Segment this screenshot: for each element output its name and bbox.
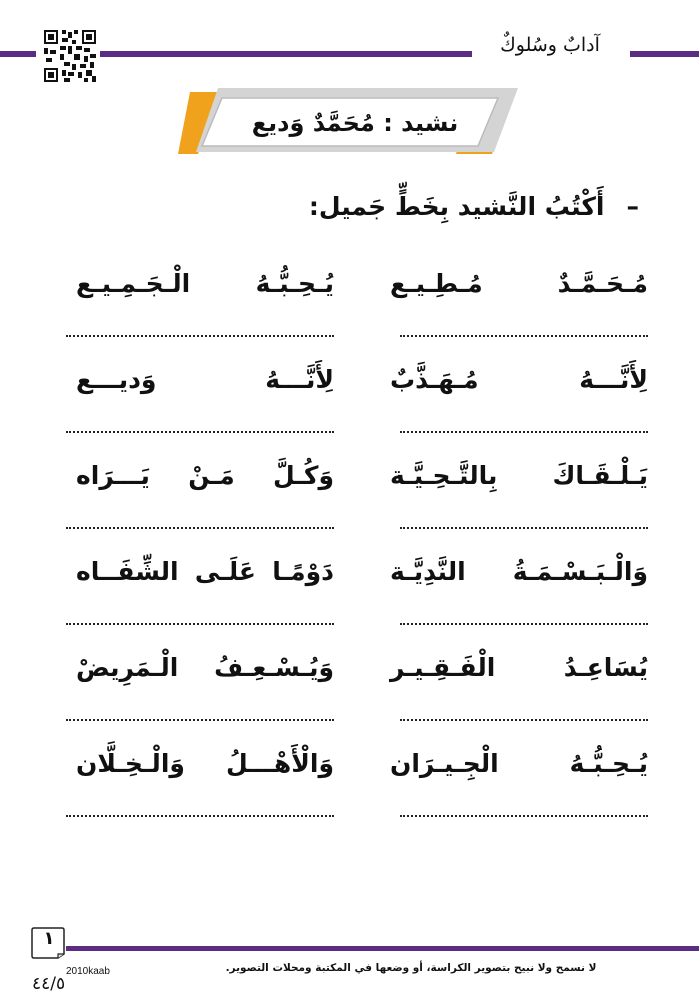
writing-line[interactable] <box>400 527 648 529</box>
writing-line[interactable] <box>66 719 334 721</box>
poem-line: لِأَنَّـــهُ مُـهَـذَّبٌ <box>390 365 648 394</box>
writing-line[interactable] <box>66 431 334 433</box>
header-rule-left <box>0 51 36 57</box>
instruction <box>309 192 639 221</box>
writing-line[interactable] <box>400 719 648 721</box>
writing-line[interactable] <box>66 527 334 529</box>
page-title: نشيد : مُحَمَّدٌ وَديع <box>251 109 459 137</box>
poem-line: وَكُـلَّ مَـنْ يَـــرَاه <box>76 461 334 490</box>
footer-rule <box>66 946 699 951</box>
sheet-reference: ٤٤/٥ <box>32 974 66 994</box>
poem-line: يُـحِـبُّـهُ الْـجَـمِـيـع <box>76 269 334 298</box>
writing-line[interactable] <box>400 335 648 337</box>
header-rule-right <box>630 51 699 57</box>
writing-line[interactable] <box>66 815 334 817</box>
poem-line: دَوْمًـا عَلَـى الشِّفَــاه <box>76 557 334 586</box>
writing-line[interactable] <box>400 815 648 817</box>
poem-line: يَـلْـقَـاكَ بِالتَّـحِـيَّـة <box>390 461 648 490</box>
qr-code-icon <box>44 30 96 82</box>
writing-line[interactable] <box>66 623 334 625</box>
instruction-text: أَكْتُبُ النَّشيد بِخَطٍّ جَميل: <box>308 192 605 221</box>
writing-line[interactable] <box>66 335 334 337</box>
poem-line: وَيُـسْـعِـفُ الْـمَرِيضْ <box>76 653 334 682</box>
publisher-code: 2010kaab <box>66 966 110 977</box>
poem-line: مُـحَـمَّـدٌ مُـطِـيـع <box>390 269 648 298</box>
poem-line: وَالْـبَـسْـمَـةُ النَّدِيَّـة <box>390 557 648 586</box>
poem-line: يُـحِـبُّـهُ الْجِـيـرَان <box>390 749 648 778</box>
writing-line[interactable] <box>400 623 648 625</box>
poem-line: يُسَاعِـدُ الْفَـقِـيـر <box>390 653 648 682</box>
page-number: ١ <box>43 928 55 949</box>
poem-line: وَالْأَهْـــلُ وَالْـخِـلَّان <box>76 749 334 778</box>
copyright-notice: لا نسمح ولا نبيح بتصوير الكراسة، أو وضعها في المكتبة ومحلات التصوير. <box>225 962 597 974</box>
poem-line: لِأَنَّـــهُ وَديـــع <box>76 365 334 394</box>
subject-title: آدابٌ وسُلوكٌ <box>500 34 600 56</box>
writing-line[interactable] <box>400 431 648 433</box>
header-rule-middle <box>100 51 472 57</box>
instruction-dash: – <box>626 192 639 221</box>
